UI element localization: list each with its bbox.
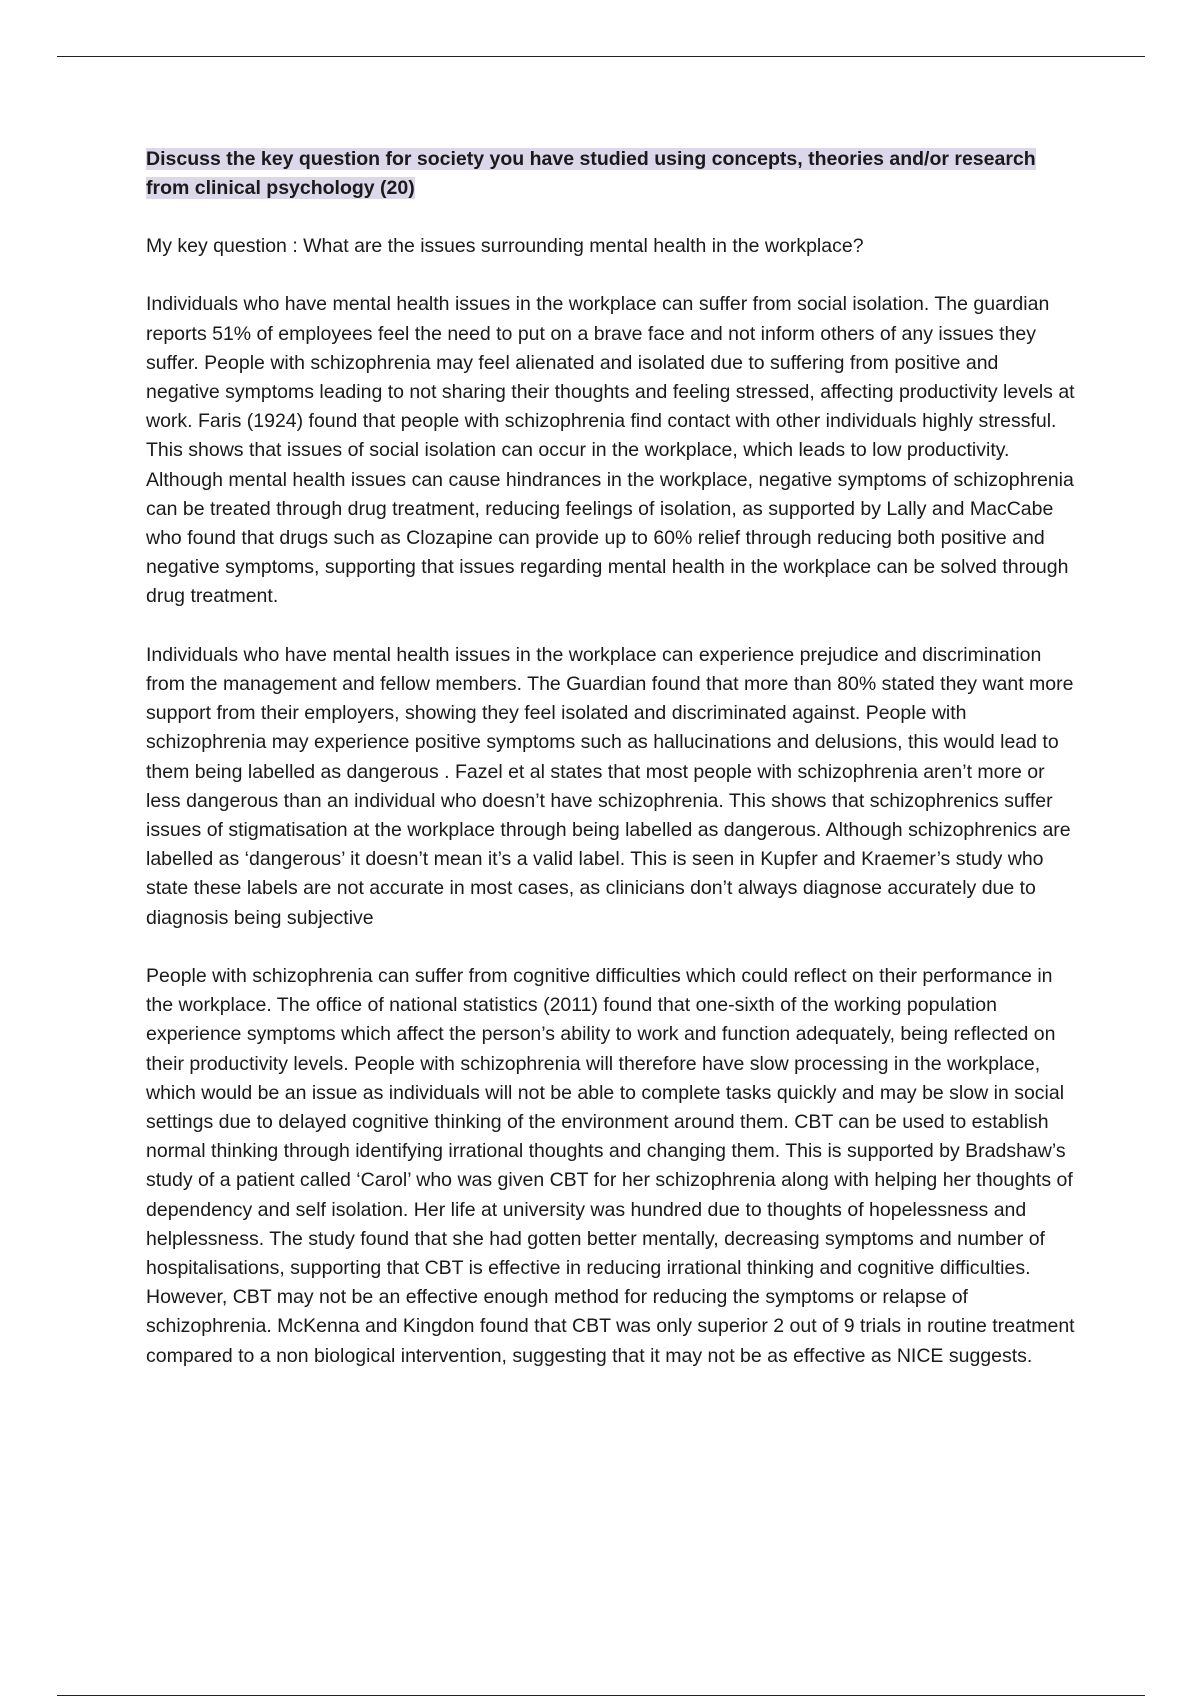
paragraph-prejudice-discrimination: Individuals who have mental health issues in the workplace can experience prejudice and discrimination from the management and fellow members. The Guardian found that more than 80% stated they want more support from their employers, showing they feel isolated and discriminated against. People with schizophrenia may experience positive symptoms such as hallucinations and delusions, this would lead to them being labelled as dangerous . Fazel et al states that most people with schizophrenia aren’t more or less dangerous than an individual who doesn’t have schizophrenia. This shows that schizophrenics suffer issues of stigmatisation at the workplace through being labelled as dangerous. Although schizophrenics are labelled as ‘dangerous’ it doesn’t mean it’s a valid label. This is seen in Kupfer and Kraemer’s study who state these labels are not accurate in most cases, as clinicians don’t always diagnose accurately due to diagnosis being subjective [146, 643, 1074, 929]
essay-question-text: Discuss the key question for society you have studied using concepts, theories and/or research from clinical psychology (20) [146, 148, 1036, 199]
document-body [146, 145, 1076, 1400]
paragraph-social-isolation: Individuals who have mental health issues in the workplace can suffer from social isolation. The guardian reports 51% of employees feel the need to put on a brave face and not inform others of any issues they suffer. People with schizophrenia may feel alienated and isolated due to suffering from positive and negative symptoms leading to not sharing their thoughts and feeling stressed, affecting productivity levels at work. Faris (1924) found that people with schizophrenia find contact with other individuals highly stressful. This shows that issues of social isolation can occur in the workplace, which leads to low productivity. Although mental health issues can cause hindrances in the workplace, negative symptoms of schizophrenia can be treated through drug treatment, reducing feelings of isolation, as supported by Lally and MacCabe who found that drugs such as Clozapine can provide up to 60% relief through reducing both positive and negative symptoms, supporting that issues regarding mental health in the workplace can be solved through drug treatment. [146, 293, 1075, 608]
key-question: My key question : What are the issues surrounding mental health in the workplace? [146, 235, 864, 257]
top-rule [57, 56, 1145, 57]
essay-question [146, 145, 1076, 203]
bottom-rule [57, 1695, 1145, 1696]
paragraph-cognitive-difficulties: People with schizophrenia can suffer from cognitive difficulties which could reflect on their performance in the workplace. The office of national statistics (2011) found that one-sixth of the working population experience symptoms which affect the person’s ability to work and function adequately, being reflected on their productivity levels. People with schizophrenia will therefore have slow processing in the workplace, which would be an issue as individuals will not be able to complete tasks quickly and may be slow in social settings due to delayed cognitive thinking of the environment around them. CBT can be used to establish normal thinking through identifying irrational thoughts and changing them. This is supported by Bradshaw’s study of a patient called ‘Carol’ who was given CBT for her schizophrenia along with helping her thoughts of dependency and self isolation. Her life at university was hundred due to thoughts of hopelessness and helplessness. The study found that she had gotten better mentally, decreasing symptoms and number of hospitalisations, supporting that CBT is effective in reducing irrational thinking and cognitive difficulties. However, CBT may not be an effective enough method for reducing the symptoms or relapse of schizophrenia. McKenna and Kingdon found that CBT was only superior 2 out of 9 trials in routine treatment compared to a non biological intervention, suggesting that it may not be as effective as NICE suggests. [146, 965, 1075, 1367]
